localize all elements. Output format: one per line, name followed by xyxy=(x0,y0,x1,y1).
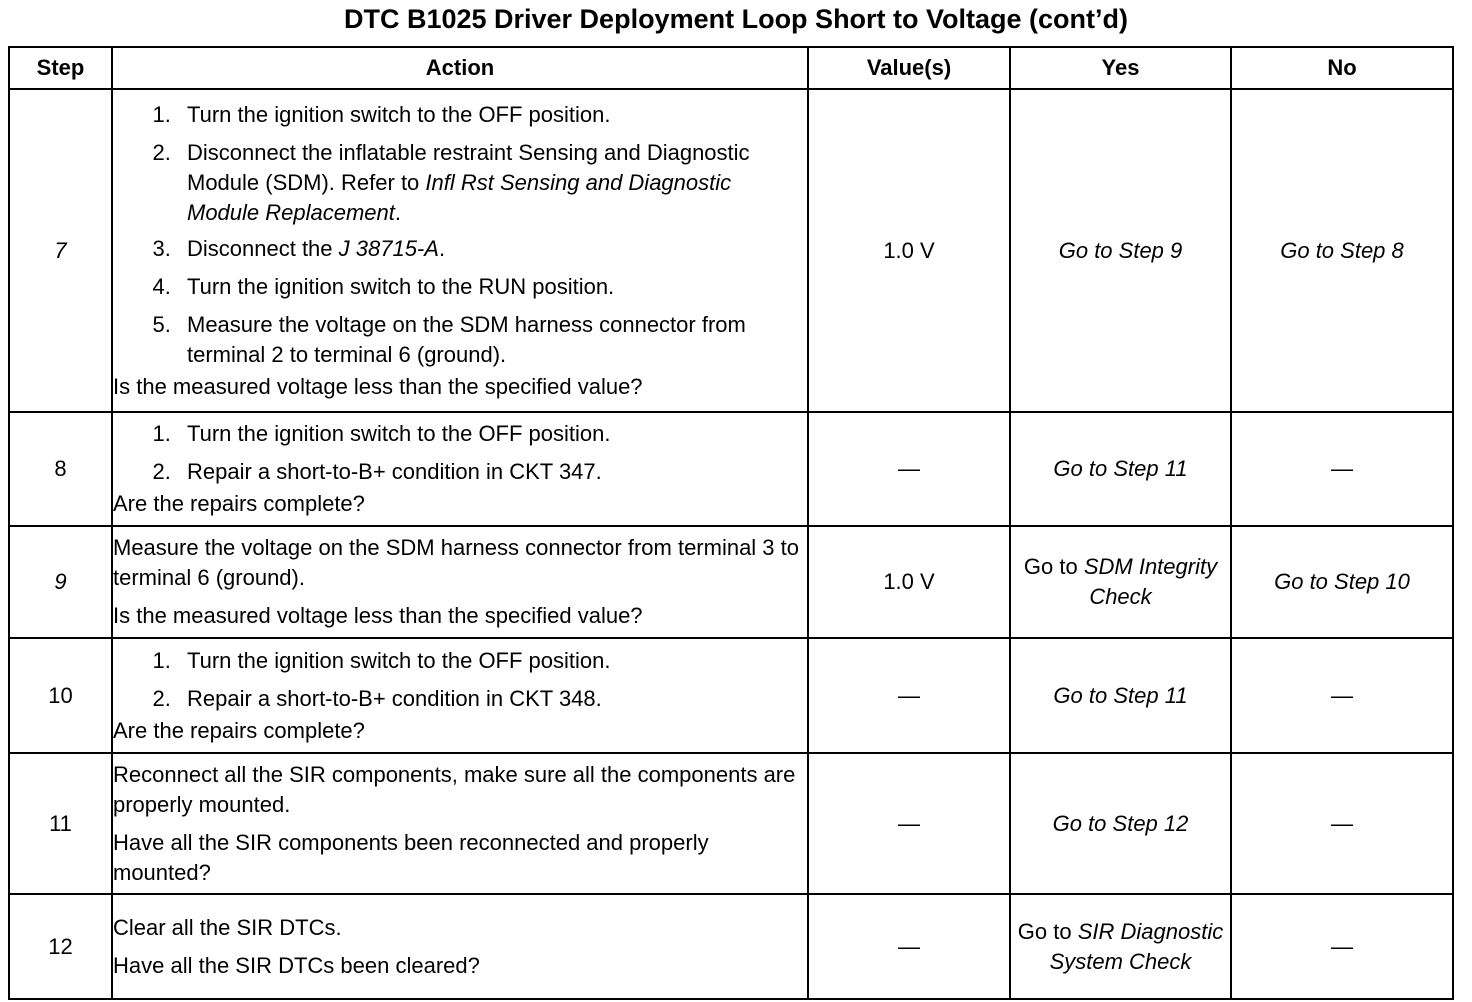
action-text: Reconnect all the SIR components, make sure all the components are properly mounted. xyxy=(113,761,796,817)
action-cell xyxy=(112,526,808,638)
action-step: 2. Repair a short-to-B+ condition in CKT 347. xyxy=(177,457,807,487)
action-step: 2. Disconnect the inflatable restraint Sensing and Diagnostic Module (SDM). Refer to Infl Rst Sensing and Diagnostic Module Replacement. xyxy=(177,138,807,228)
reference-link[interactable]: SDM Integrity Check xyxy=(1083,554,1218,609)
no-action: — xyxy=(1231,412,1453,526)
action-cell xyxy=(112,89,808,412)
action-question: Have all the SIR DTCs been cleared? xyxy=(113,952,480,978)
action-question: Have all the SIR components been reconnected and properly mounted? xyxy=(113,829,709,885)
action-cell xyxy=(112,753,808,894)
step-number: 7 xyxy=(9,89,112,412)
tool-reference: J 38715-A xyxy=(338,235,439,261)
no-action[interactable]: Go to Step 8 xyxy=(1231,89,1453,412)
action-text: Clear all the SIR DTCs. xyxy=(113,914,342,940)
reference-link[interactable]: Infl Rst Sensing and Diagnostic Module Replacement xyxy=(187,169,732,225)
action-step: 2. Repair a short-to-B+ condition in CKT 348. xyxy=(177,684,807,714)
step-number: 10 xyxy=(9,638,112,753)
action-step: 4. Turn the ignition switch to the RUN position. xyxy=(177,272,807,302)
step-number: 8 xyxy=(9,412,112,526)
table-row xyxy=(9,638,1453,753)
table-row xyxy=(9,894,1453,999)
value-cell: — xyxy=(808,894,1010,999)
table-row xyxy=(9,753,1453,894)
yes-action[interactable]: Go to Step 12 xyxy=(1010,753,1231,894)
yes-action[interactable]: Go to SIR Diagnostic System Check xyxy=(1010,894,1231,999)
header-values: Value(s) xyxy=(808,47,1010,89)
table-row xyxy=(9,526,1453,638)
action-text: Measure the voltage on the SDM harness connector from terminal 3 to terminal 6 (ground). xyxy=(113,535,800,590)
action-steps xyxy=(113,419,807,487)
action-step: 5. Measure the voltage on the SDM harness connector from terminal 2 to terminal 6 (ground). xyxy=(177,310,807,370)
header-yes: Yes xyxy=(1010,47,1231,89)
action-question: Is the measured voltage less than the specified value? xyxy=(113,603,643,628)
action-step: 1. Turn the ignition switch to the OFF position. xyxy=(177,419,807,449)
yes-action[interactable]: Go to Step 11 xyxy=(1010,412,1231,526)
no-action[interactable]: Go to Step 10 xyxy=(1231,526,1453,638)
yes-action[interactable]: Go to SDM Integrity Check xyxy=(1010,526,1231,638)
action-cell xyxy=(112,638,808,753)
page-title: DTC B1025 Driver Deployment Loop Short to Voltage (cont’d) xyxy=(343,4,1129,34)
diagnostic-table xyxy=(8,46,1454,1000)
table-row xyxy=(9,89,1453,412)
value-cell: 1.0 V xyxy=(808,89,1010,412)
action-cell xyxy=(112,894,808,999)
header-no: No xyxy=(1231,47,1453,89)
yes-action[interactable]: Go to Step 11 xyxy=(1010,638,1231,753)
value-cell: — xyxy=(808,638,1010,753)
reference-link[interactable]: SIR Diagnostic System Check xyxy=(1049,918,1224,974)
action-cell xyxy=(112,412,808,526)
value-cell: — xyxy=(808,753,1010,894)
action-question: Are the repairs complete? xyxy=(113,491,365,516)
step-number: 9 xyxy=(9,526,112,638)
table-header-row xyxy=(9,47,1453,89)
value-cell: 1.0 V xyxy=(808,526,1010,638)
action-steps xyxy=(113,646,807,714)
no-action: — xyxy=(1231,638,1453,753)
action-step: 3. Disconnect the J 38715-A. xyxy=(177,234,807,264)
action-question: Are the repairs complete? xyxy=(113,717,365,743)
action-step: 1. Turn the ignition switch to the OFF position. xyxy=(177,100,807,130)
action-question: Is the measured voltage less than the specified value? xyxy=(113,373,643,399)
header-action: Action xyxy=(112,47,808,89)
action-steps xyxy=(113,100,807,370)
no-action: — xyxy=(1231,753,1453,894)
no-action: — xyxy=(1231,894,1453,999)
header-step: Step xyxy=(9,47,112,89)
yes-action[interactable]: Go to Step 9 xyxy=(1010,89,1231,412)
value-cell: — xyxy=(808,412,1010,526)
step-number: 12 xyxy=(9,894,112,999)
action-step: 1. Turn the ignition switch to the OFF position. xyxy=(177,646,807,676)
step-number: 11 xyxy=(9,753,112,894)
table-row xyxy=(9,412,1453,526)
